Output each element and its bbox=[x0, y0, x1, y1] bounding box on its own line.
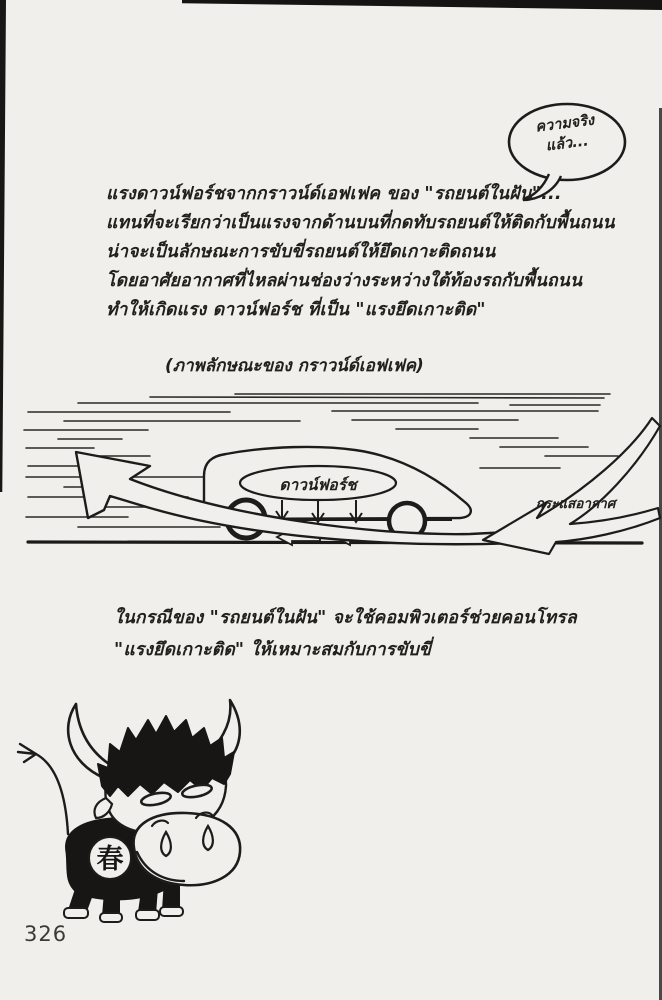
paragraph-line: ในกรณีของ "รถยนต์ในฝัน" จะใช้คอมพิวเตอร์ช่วยคอนโทรล bbox=[114, 608, 577, 628]
airflow-label: กระแสอากาศ bbox=[535, 496, 616, 512]
scan-edge-top bbox=[182, 0, 662, 10]
paragraph-line: น่าจะเป็นลักษณะการขับขี่รถยนต์ให้ยึดเกาะติดถนน bbox=[106, 242, 496, 262]
paragraph-line: แรงดาวน์ฟอร์ชจากกราวน์ด์เอฟเฟค ของ "รถยนต์ในฝัน"... bbox=[106, 184, 562, 204]
bull-mascot bbox=[6, 686, 246, 926]
closing-paragraph bbox=[114, 602, 577, 666]
bull-tail bbox=[18, 744, 68, 834]
paragraph-line: แทนที่จะเรียกว่าเป็นแรงจากด้านบนที่กดทับรถยนต์ให้ติดกับพื้นถนน bbox=[106, 213, 615, 233]
bull-ear bbox=[94, 798, 112, 818]
bubble-line: ความจริง bbox=[534, 112, 595, 136]
intro-paragraph bbox=[106, 180, 615, 325]
paragraph-line: "แรงยึดเกาะติด" ให้เหมาะสมกับการขับขี่ bbox=[114, 640, 432, 660]
page-number: 326 bbox=[24, 922, 68, 946]
bubble-line: แล้ว... bbox=[544, 133, 590, 155]
diagram-caption: (ภาพลักษณะของ กราวน์ด์เอฟเฟค) bbox=[165, 356, 424, 376]
ground-effect-diagram bbox=[0, 390, 662, 575]
bull-muzzle bbox=[134, 813, 241, 885]
paragraph-line: ทำให้เกิดแรง ดาวน์ฟอร์ช ที่เป็น "แรงยึดเกาะติด" bbox=[106, 300, 486, 320]
downforce-label: ดาวน์ฟอร์ช bbox=[279, 476, 357, 494]
paragraph-line: โดยอาศัยอากาศที่ไหลผ่านช่องว่างระหว่างใต้ท้องรถกับพื้นถนน bbox=[106, 271, 583, 291]
bull-emblem-kanji: 春 bbox=[96, 844, 124, 874]
